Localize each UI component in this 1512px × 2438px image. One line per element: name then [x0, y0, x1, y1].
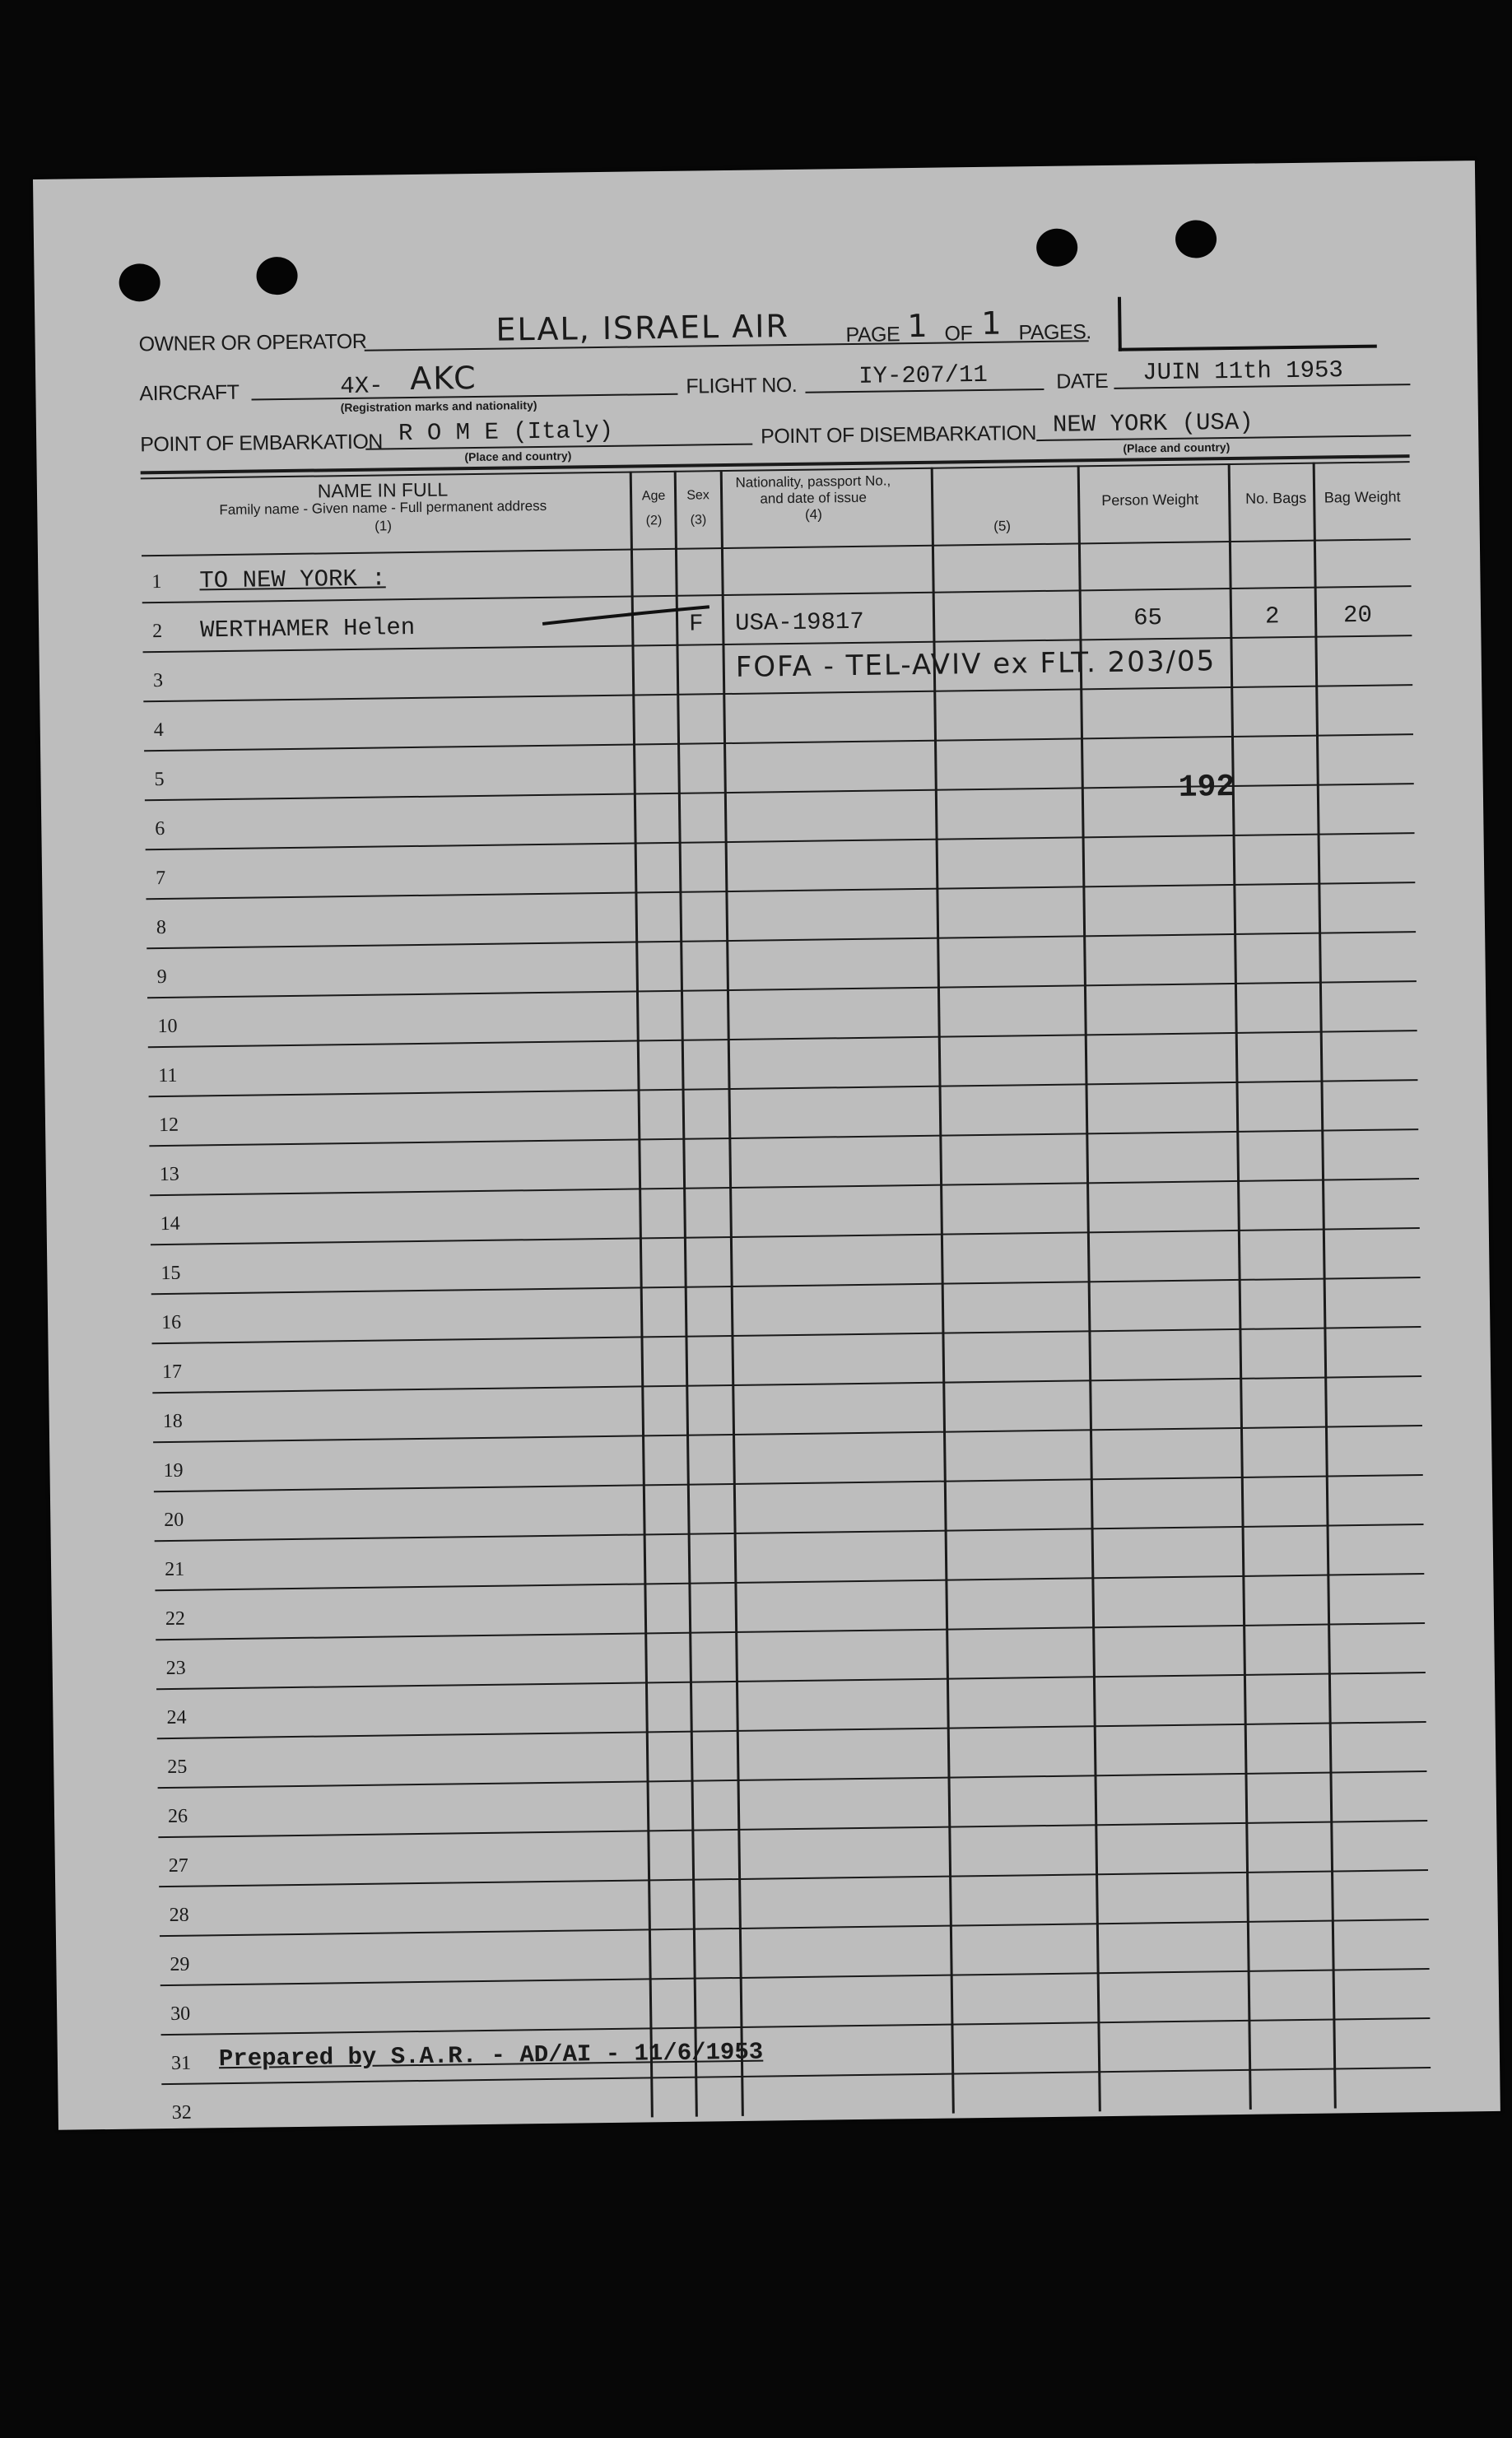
- aircraft-value: AKC: [409, 359, 477, 398]
- row-number: 18: [162, 1410, 183, 1433]
- row-rule: [158, 1820, 1427, 1838]
- row-number: 10: [157, 1015, 178, 1038]
- row2-pen-stroke: [541, 602, 714, 629]
- corner-box: [1118, 294, 1377, 351]
- nationality-col-num: (4): [804, 506, 822, 523]
- disembark-note: (Place and country): [1123, 440, 1231, 455]
- row-number: 13: [159, 1163, 180, 1186]
- stamp-number: 192: [1178, 769, 1235, 806]
- row-rule: [161, 2017, 1431, 2036]
- aircraft-note: (Registration marks and nationality): [340, 398, 537, 415]
- row-rule: [161, 1968, 1430, 1986]
- row-rule: [156, 1622, 1425, 1640]
- age-col-header: [633, 487, 675, 531]
- flight-label: FLIGHT NO.: [686, 373, 798, 398]
- row-number: 5: [154, 768, 165, 791]
- row-number: 11: [158, 1064, 178, 1087]
- row-number: 27: [168, 1854, 189, 1877]
- col-line-sex-nat: [720, 470, 744, 2116]
- aircraft-prefix: 4X-: [340, 372, 384, 401]
- date-label: DATE: [1056, 369, 1109, 393]
- row-number: 12: [158, 1114, 179, 1137]
- row-rule: [144, 733, 1413, 751]
- row-number: 32: [171, 2101, 192, 2124]
- name-col-title: NAME IN FULL: [317, 478, 449, 502]
- page-label: PAGE: [845, 323, 900, 347]
- row-rule: [152, 1375, 1421, 1393]
- age-col-title: Age: [641, 488, 666, 504]
- col-line-weight-bags: [1228, 463, 1252, 2110]
- row-rule: [148, 1030, 1417, 1048]
- row-rule: [154, 1474, 1423, 1492]
- row-rule: [158, 1770, 1427, 1789]
- name-col-num: (1): [375, 518, 393, 534]
- row-number: 31: [170, 2052, 192, 2074]
- punch-hole-4: [1175, 220, 1217, 258]
- row-number: 25: [167, 1756, 188, 1779]
- row-rule: [149, 1079, 1418, 1097]
- row3-handwritten-note: FOFA - TEL-AVIV ex FLT. 203/05: [735, 644, 1217, 684]
- owner-label: OWNER OR OPERATOR: [138, 329, 367, 356]
- page-value: 1: [907, 307, 929, 345]
- header-bottom-rule: [142, 538, 1411, 556]
- sex-col-title: Sex: [686, 488, 709, 503]
- row2-sex: F: [688, 610, 704, 638]
- bags-header: No. Bags: [1245, 489, 1307, 507]
- row-rule: [159, 1869, 1428, 1887]
- flight-value: IY-207/11: [858, 361, 989, 390]
- row-number: 20: [164, 1509, 184, 1532]
- sex-col-header: [677, 486, 719, 530]
- row-number: 30: [170, 2003, 191, 2026]
- owner-value: ELAL, ISRAEL AIR: [495, 307, 790, 348]
- row-number: 14: [160, 1212, 180, 1235]
- row-number: 22: [165, 1607, 186, 1631]
- row-number: 15: [161, 1262, 181, 1285]
- punch-hole-3: [1036, 228, 1078, 267]
- row1-name: TO NEW YORK :: [199, 565, 386, 595]
- row-rule: [151, 1277, 1421, 1295]
- row-number: 6: [155, 817, 165, 840]
- row-rule: [151, 1227, 1420, 1245]
- row-rule: [146, 832, 1415, 850]
- embark-value: R O M E (Italy): [398, 416, 614, 448]
- row2-name: WERTHAMER Helen: [199, 613, 416, 644]
- embark-note: (Place and country): [464, 449, 572, 464]
- person-weight-header: Person Weight: [1101, 491, 1199, 509]
- col-line-age-sex: [674, 471, 698, 2117]
- name-col-header: [152, 478, 614, 538]
- row-rule: [147, 931, 1416, 949]
- pages-label: PAGES.: [1018, 320, 1091, 345]
- row-rule: [146, 882, 1415, 900]
- punch-hole-2: [256, 257, 298, 295]
- disembark-value: NEW YORK (USA): [1052, 408, 1254, 439]
- row-number: 4: [153, 719, 164, 742]
- punch-hole-1: [119, 263, 161, 302]
- col5-num: (5): [993, 518, 1012, 534]
- manifest-sheet: [33, 161, 1500, 2130]
- row-number: 8: [156, 916, 167, 939]
- row2-bags: 2: [1264, 603, 1280, 630]
- col-line-name-age: [630, 472, 654, 2118]
- row-rule: [147, 980, 1417, 998]
- row-number: 26: [167, 1805, 188, 1828]
- col-line-bags-bagweight: [1313, 463, 1337, 2109]
- row-number: 19: [163, 1459, 184, 1482]
- row-number: 7: [155, 867, 166, 890]
- row-number: 2: [152, 620, 163, 643]
- aircraft-label: AIRCRAFT: [139, 380, 240, 406]
- row-number: 17: [161, 1361, 183, 1384]
- row-rule: [153, 1425, 1422, 1443]
- row-number: 21: [164, 1558, 185, 1581]
- row-number: 24: [166, 1706, 187, 1729]
- row-number: 3: [152, 669, 164, 692]
- row-number: 29: [170, 1953, 190, 1976]
- date-value: JUIN 11th 1953: [1142, 356, 1344, 387]
- col5-header: [936, 517, 1068, 537]
- sex-col-num: (3): [690, 513, 707, 528]
- row-number: 16: [161, 1311, 182, 1334]
- row-rule: [152, 1326, 1421, 1344]
- row-rule: [157, 1721, 1426, 1739]
- row-rule: [160, 1919, 1429, 1937]
- row2-person-weight: 65: [1133, 604, 1163, 632]
- row-rule: [149, 1128, 1418, 1147]
- row2-bag-weight: 20: [1342, 601, 1373, 630]
- row-number: 1: [151, 570, 162, 593]
- embark-label: POINT OF EMBARKATION: [140, 430, 384, 457]
- row-rule: [155, 1524, 1424, 1542]
- row-rule: [150, 1178, 1419, 1196]
- row-rule: [143, 684, 1412, 702]
- disembark-label: POINT OF DISEMBARKATION: [760, 421, 1037, 449]
- row-number: 9: [156, 965, 167, 989]
- name-col-sub: Family name - Given name - Full permanent address: [219, 497, 547, 519]
- row-number: 28: [169, 1904, 189, 1927]
- row-number: 23: [165, 1657, 186, 1680]
- of-value: 1: [981, 305, 1003, 342]
- row2-nationality: USA-19817: [734, 607, 864, 637]
- row-rule: [156, 1672, 1426, 1690]
- row31-prepared-by: Prepared by S.A.R. - AD/AI - 11/6/1953: [218, 2038, 764, 2073]
- row-rule: [155, 1573, 1424, 1591]
- nationality-col-title: Nationality, passport No., and date of issue: [735, 472, 891, 507]
- nationality-col-header: [727, 472, 900, 524]
- col-line-col5-weight: [1077, 465, 1101, 2111]
- col-line-nat-col5: [931, 468, 955, 2114]
- of-label: OF: [944, 322, 973, 346]
- bag-weight-header: Bag Weight: [1324, 488, 1401, 506]
- age-col-num: (2): [645, 514, 663, 528]
